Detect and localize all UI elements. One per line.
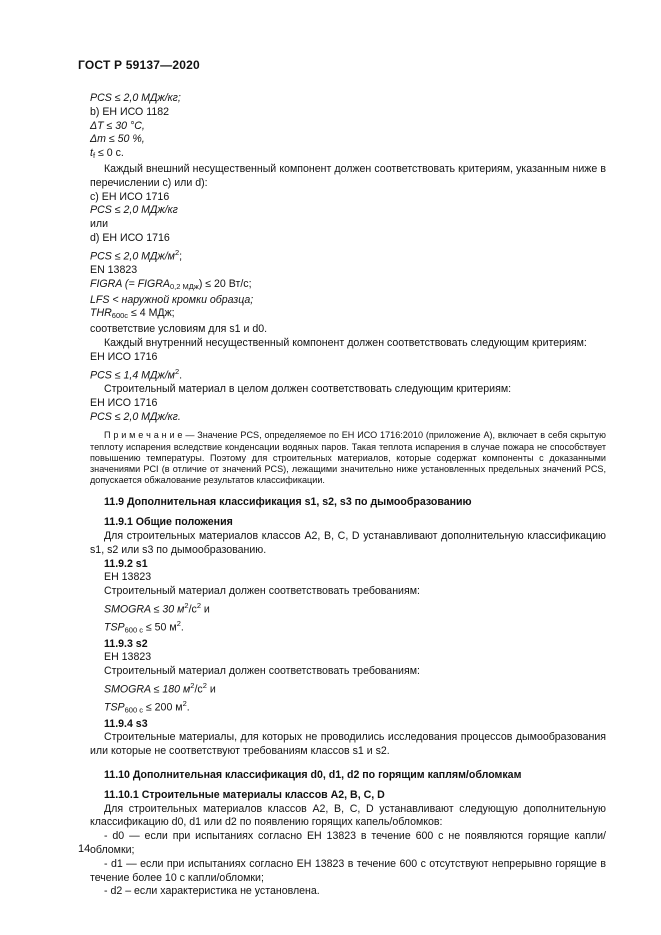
text-line: d) ЕН ИСО 1716 <box>90 231 170 244</box>
text-line <box>90 307 606 323</box>
text-line: ΔT ≤ 30 °С, <box>90 119 145 132</box>
text-line <box>90 365 606 383</box>
paragraph: Строительные материалы, для которых не проводились исследования процессов дымообразования или которые не соответствуют требованиям классов s1 и s2. <box>90 731 606 758</box>
text-span: PCS ≤ 2,0 МДж/м <box>90 250 175 263</box>
text-line: LFS < наружной кромки образца; <box>90 293 254 306</box>
text-span: SMOGRA ≤ 180 м <box>104 683 191 696</box>
superscript: 2 <box>184 600 189 610</box>
paragraph: Каждый внутренний несущественный компонент должен соответствовать следующим критериям: <box>104 337 587 350</box>
text-line: ЕН 13823 <box>104 651 152 664</box>
text-line: ЕН ИСО 1716 <box>90 396 158 409</box>
section-heading: 11.10 Дополнительная классификация d0, d1, d2 по горящим каплям/обломкам <box>104 769 522 782</box>
superscript: 2 <box>202 681 207 691</box>
text-span: ) ≤ 20 Вт/с; <box>198 277 252 290</box>
text-span: и <box>200 603 210 616</box>
text-line <box>90 599 606 617</box>
note-text: П р и м е ч а н и е — Значение PCS, определяемое по ЕН ИСО 1716:2010 (приложение А), включает в себя скрытую теплоту испарения вследствие конденсации водяных паров. Такая теплота испарения в случае пожара не способствует повышению температуры. Поэтому для строительных материалов, которые содержат компоненты с доказанными значениями PCI (в отличие от значений PCS), лежащими значительно ниже установленных предельных значений PCS, допускается обжалование результатов классификации. <box>90 430 606 486</box>
paragraph: Строительный материал в целом должен соответствовать следующим критериям: <box>104 383 512 395</box>
text-line: PCS ≤ 2,0 МДж/кг <box>90 204 178 217</box>
text-span: FIGRA (= FIGRA <box>90 277 170 290</box>
text-line: соответствие условиям для s1 и d0. <box>90 323 268 336</box>
text-span: . <box>180 621 184 634</box>
paragraph: Для строительных материалов классов А2, В, С, D устанавливают следующую дополнительную классификацию d0, d1 или d2 по появлению горящих капель/обломков: <box>90 802 606 829</box>
text-line: PCS ≤ 2,0 МДж/кг; <box>90 92 181 104</box>
superscript: 2 <box>174 366 180 376</box>
subscript: 0,2 МДж <box>169 281 199 291</box>
symbol: t <box>90 147 93 160</box>
page-number: 14 <box>78 843 91 855</box>
text-span: . <box>186 701 190 714</box>
list-item: - d1 — если при испытаниях согласно ЕН 13823 в течение 600 с отсутствуют непрерывно горящие в течение более 10 с капли/обломки; <box>90 857 606 884</box>
text-line <box>90 697 606 717</box>
text-line <box>90 679 606 697</box>
text-line: b) ЕН ИСО 1182 <box>90 105 170 118</box>
document-header: ГОСТ Р 59137—2020 <box>78 58 200 72</box>
list-item: - d0 — если при испытаниях согласно ЕН 13823 в течение 600 с не появляются горящие капли/обломки; <box>90 830 606 857</box>
symbol: TSP <box>104 621 125 634</box>
text-span: /с <box>188 603 197 616</box>
text-line: c) ЕН ИСО 1716 <box>90 190 170 203</box>
text-span: ≤ 0 с. <box>95 147 124 160</box>
text-line <box>90 617 606 637</box>
paragraph: Для строительных материалов классов А2, В, С, D устанавливают дополнительную классификацию s1, s2 или s3 по дымообразованию. <box>90 530 606 556</box>
text-line: PCS ≤ 2,0 МДж/кг. <box>90 410 181 423</box>
subsection-heading: 11.10.1 Строительные материалы классов А2, В, С, D <box>104 788 385 801</box>
text-span: . <box>179 369 183 382</box>
superscript: 2 <box>182 699 187 709</box>
text-span: ≤ 50 м <box>142 621 177 634</box>
subsection-heading: 11.9.4 s3 <box>104 717 148 730</box>
text-line <box>90 278 606 294</box>
text-line: Строительный материал должен соответствовать требованиям: <box>104 665 420 678</box>
text-span: и <box>206 683 216 696</box>
text-span: ≤ 200 м <box>142 701 183 714</box>
superscript: 2 <box>176 619 181 629</box>
subscript: f <box>92 151 96 161</box>
text-line <box>90 147 606 163</box>
list-item: - d2 – если характеристика не установлена. <box>104 885 320 898</box>
subsection-heading: 11.9.1 Общие положения <box>104 516 233 529</box>
subscript: 600с <box>111 311 129 321</box>
paragraph: Каждый внешний несущественный компонент должен соответствовать критериям, указанным ниже в перечислении с) или d): <box>90 162 606 189</box>
text-line: EN 13823 <box>90 264 138 277</box>
text-span: ; <box>179 250 183 263</box>
text-line: ЕН ИСО 1716 <box>90 350 158 363</box>
subscript: 600 с <box>124 625 143 635</box>
subsection-heading: 11.9.3 s2 <box>104 637 148 650</box>
text-line: Δm ≤ 50 %, <box>90 133 145 146</box>
text-line <box>90 246 606 264</box>
superscript: 2 <box>190 681 195 691</box>
superscript: 2 <box>196 600 201 610</box>
text-span: ≤ 4 МДж; <box>128 307 175 320</box>
subscript: 600 с <box>124 705 143 715</box>
text-span: /с <box>194 683 203 696</box>
text-line: Строительный материал должен соответствовать требованиям: <box>104 585 420 598</box>
section-heading: 11.9 Дополнительная классификация s1, s2, s3 по дымообразованию <box>104 496 472 509</box>
symbol: THR <box>90 307 112 320</box>
text-span: PCS ≤ 1,4 МДж/м <box>90 369 175 382</box>
text-span: SMOGRA ≤ 30 м <box>104 603 185 616</box>
subsection-heading: 11.9.2 s1 <box>104 557 148 570</box>
superscript: 2 <box>174 247 180 257</box>
text-line: ЕН 13823 <box>104 571 152 584</box>
note-block <box>90 430 606 486</box>
page-content <box>90 92 606 899</box>
text-line: или <box>90 218 109 231</box>
symbol: TSP <box>104 701 125 714</box>
